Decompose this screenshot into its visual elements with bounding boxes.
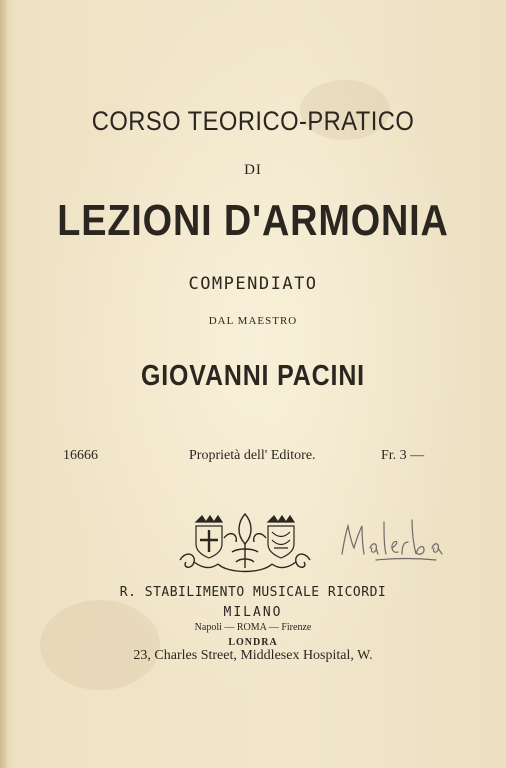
author-name: GIOVANNI PACINI [140, 360, 365, 392]
handwritten-signature [336, 514, 452, 564]
publisher-name: R. STABILIMENTO MUSICALE RICORDI [119, 585, 387, 600]
london-label: LONDRA [228, 637, 278, 648]
title-connector: DI [244, 162, 262, 178]
subtitle: COMPENDIATO [188, 274, 318, 294]
ricordi-crest-ornament-icon [174, 508, 316, 580]
publisher-city: MILANO [223, 605, 283, 620]
london-address: 23, Charles Street, Middlesex Hospital, W. [133, 648, 373, 663]
course-line: CORSO TEORICO-PRATICO [91, 106, 415, 136]
price: Fr. 3 — [381, 448, 425, 463]
main-title: LEZIONI D'ARMONIA [57, 196, 449, 245]
publisher-branches: Napoli — ROMA — Firenze [194, 622, 312, 633]
plate-number: 16666 [63, 448, 98, 463]
rights-notice: Proprietà dell' Editore. [189, 448, 316, 463]
author-prefix: DAL MAESTRO [208, 315, 298, 327]
